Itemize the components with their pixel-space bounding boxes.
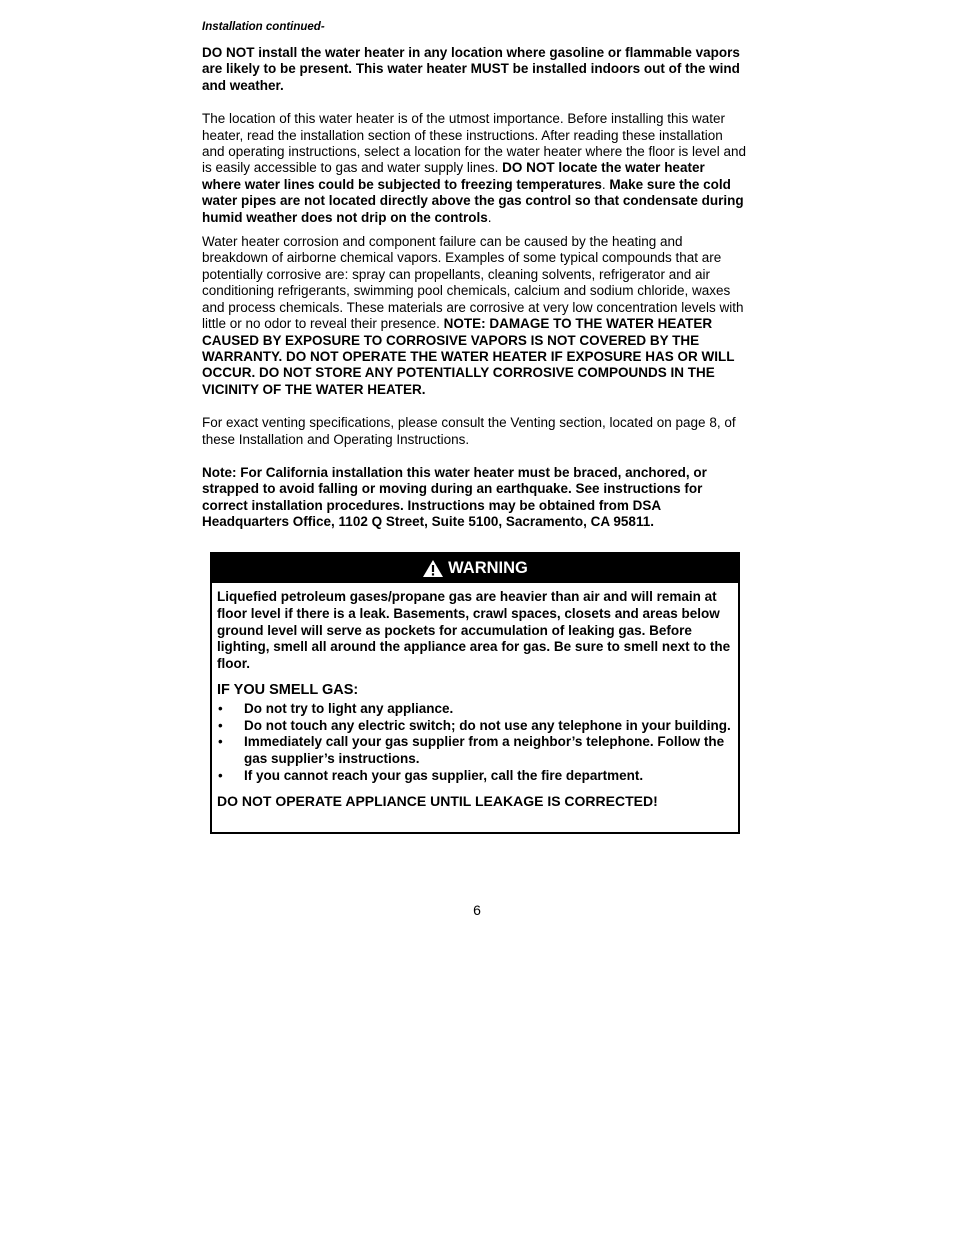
warning-title: WARNING [448,559,528,577]
corrosion-text: Water heater corrosion and component failure can be caused by the heating and breakdown of airborne chemical vapors. Examples of some typical compounds that are potentially corrosive are: spray can propellants, cleaning solvents, refrigerator and air conditioning refrigerants, swimming pool chemicals, calcium and sodium chloride, waxes and process chemicals. These materials are corrosive at very low concentration levels with little or no odor to reveal their presence. [202,234,744,332]
warning-header [212,554,738,583]
venting-paragraph: For exact venting specifications, please consult the Venting section, located on page 8, of these Installation and Operating Instructions. [202,415,736,447]
warning-text: Liquefied petroleum gases/propane gas are heavier than air and will remain at floor level if there is a leak. Basements, crawl spaces, closets and areas below ground level will serve as pockets for accumulation of leaking gas. Before lighting, smell all around the appliance area for gas. Be sure to smell next to the floor. [217,589,731,672]
location-separator: . [601,176,610,192]
location-text: The location of this water heater is of the utmost importance. Before installing this water heater, read the installation section of these instructions. After reading these installation and operating instructions, select a location for the water heater where the floor is level and is easily accessible to gas and water supply lines. [202,111,747,176]
bullet-icon: • [218,734,223,750]
corrosion-paragraph [202,234,747,398]
list-item [217,718,732,735]
gas-instructions-list [217,701,732,785]
list-item [217,701,732,718]
warning-body [212,583,738,810]
location-end: . [487,209,492,225]
list-item [217,768,732,785]
smell-gas-heading: IF YOU SMELL GAS: [217,681,359,698]
warning-triangle-icon [422,559,444,578]
gasoline-warning-paragraph: DO NOT install the water heater in any location where gasoline or flammable vapors are likely to be present. This water heater MUST be installed indoors out of the wind and weather. [202,45,740,93]
condensate-warning: Make sure the cold water pipes are not located directly above the gas control so that condensate during humid weather does not drip on the controls [202,176,744,225]
page-number: 6 [473,902,481,918]
final-warning: DO NOT OPERATE APPLIANCE UNTIL LEAKAGE IS CORRECTED! [217,792,658,809]
warning-box [210,552,740,834]
bullet-icon: • [218,717,223,733]
list-item-text: Do not try to light any appliance. [244,700,454,716]
bullet-icon: • [218,767,223,783]
list-item-text: Do not touch any electric switch; do not use any telephone in your building. [244,717,731,733]
freezing-warning: DO NOT locate the water heater where water lines could be subjected to freezing temperatures [202,160,705,192]
list-item [217,734,732,768]
bullet-icon: • [218,700,223,716]
warranty-note: NOTE: DAMAGE TO THE WATER HEATER CAUSED BY EXPOSURE TO CORROSIVE VAPORS IS NOT COVERED BY THE WARRANTY. DO NOT OPERATE THE WATER HEATER IF EXPOSURE HAS OR WILL OCCUR. DO NOT STORE ANY POTENTIALLY CORROSIVE COMPOUNDS IN THE VICINITY OF THE WATER HEATER. [202,316,735,397]
list-item-text: If you cannot reach your gas supplier, call the fire department. [244,767,644,783]
location-paragraph [202,111,747,226]
list-item-text: Immediately call your gas supplier from a neighbor’s telephone. Follow the gas supplier’s instructions. [244,734,725,767]
california-note: Note: For California installation this water heater must be braced, anchored, or strapped to avoid falling or moving during an earthquake. See instructions for correct installation procedures. Instructions may be obtained from DSA Headquarters Office, 1102 Q Street, Suite 5100, Sacramento, CA 95811. [202,464,707,530]
section-header: Installation continued- [202,21,325,33]
document-body [202,20,747,531]
